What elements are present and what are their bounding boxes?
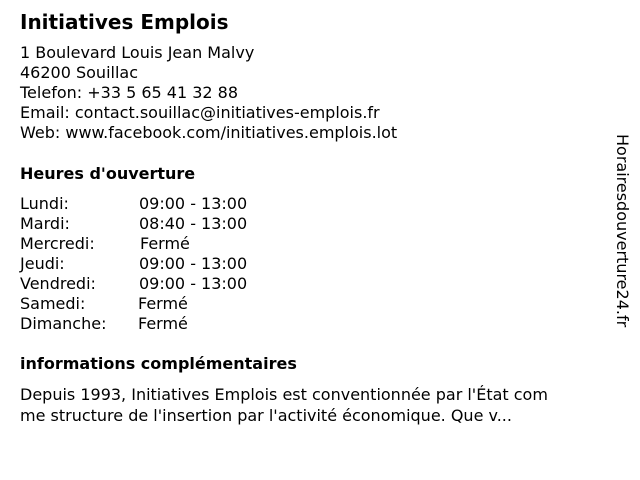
city-postal: 46200 Souillac xyxy=(20,63,139,82)
day-label: Jeudi: xyxy=(20,254,65,273)
street-address: 1 Boulevard Louis Jean Malvy xyxy=(20,43,255,62)
phone-line: Telefon: +33 5 65 41 32 88 xyxy=(20,83,239,102)
web-line: Web: www.facebook.com/initiatives.emplois.lot xyxy=(20,123,398,142)
day-hours: Fermé xyxy=(140,234,190,253)
day-hours: 08:40 - 13:00 xyxy=(139,214,248,233)
day-label: Mardi: xyxy=(20,214,70,233)
email-line: Email: contact.souillac@initiatives-emplois.fr xyxy=(20,103,380,122)
day-hours: 09:00 - 13:00 xyxy=(139,254,248,273)
description xyxy=(20,384,600,426)
opening-hours-heading: Heures d'ouverture xyxy=(20,164,196,183)
description-line: me structure de l'insertion par l'activité économique. Que v... xyxy=(20,406,512,425)
day-label: Vendredi: xyxy=(20,274,96,293)
day-hours: 09:00 - 13:00 xyxy=(139,194,248,213)
additional-info-heading: informations complémentaires xyxy=(20,354,297,373)
day-label: Samedi: xyxy=(20,294,86,313)
day-label: Lundi: xyxy=(20,194,69,213)
day-label: Dimanche: xyxy=(20,314,107,333)
day-hours: 09:00 - 13:00 xyxy=(139,274,248,293)
day-hours: Fermé xyxy=(138,294,188,313)
business-name: Initiatives Emplois xyxy=(20,10,229,34)
day-label: Mercredi: xyxy=(20,234,95,253)
description-line: Depuis 1993, Initiatives Emplois est conventionnée par l'État com xyxy=(20,385,548,404)
site-watermark: Horairesdouverture24.fr xyxy=(613,134,632,328)
day-hours: Fermé xyxy=(138,314,188,333)
address-block xyxy=(20,43,397,143)
